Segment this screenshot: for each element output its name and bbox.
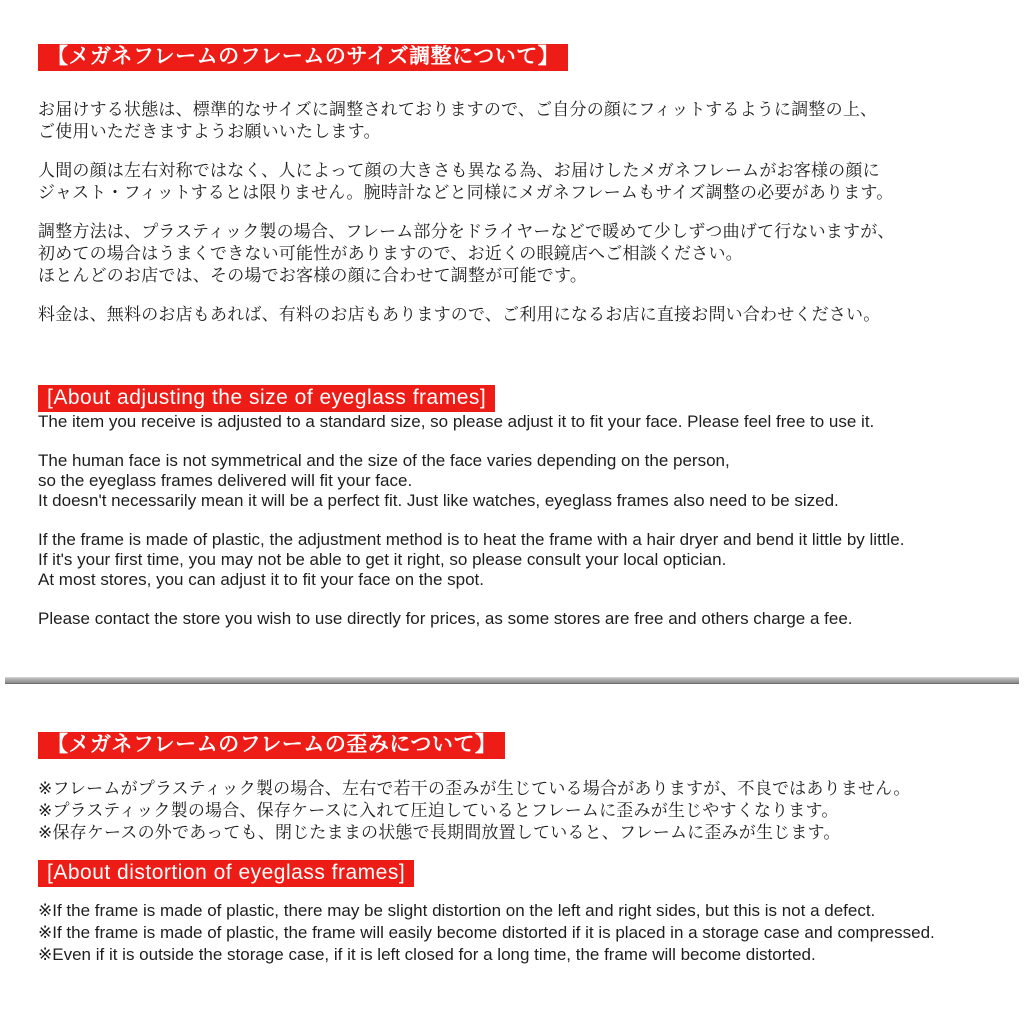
text-line: It doesn't necessarily mean it will be a perfect fit. Just like watches, eyeglass frames also need to be sized.	[38, 491, 839, 510]
text-line: 料金は、無料のお店もあれば、有料のお店もありますので、ご利用になるお店に直接お問い合わせください。	[38, 305, 881, 324]
jp-paragraph	[38, 221, 996, 287]
text-line: Please contact the store you wish to use directly for prices, as some stores are free and others charge a fee.	[38, 609, 853, 628]
note-line: ※If the frame is made of plastic, there may be slight distortion on the left and right sides, but this is not a defect.	[38, 901, 876, 920]
text-line: so the eyeglass frames delivered will fit your face.	[38, 471, 413, 490]
note-line: ※Even if it is outside the storage case, if it is left closed for a long time, the frame will become distorted.	[38, 945, 816, 964]
en-paragraph	[38, 451, 996, 511]
note-line: ※フレームがプラスティック製の場合、左右で若干の歪みが生じている場合がありますが、不良ではありません。	[38, 779, 911, 798]
text-line: 調整方法は、プラスティック製の場合、フレーム部分をドライヤーなどで暖めて少しずつ曲げて行ないますが、	[38, 222, 895, 241]
en-paragraph	[38, 530, 996, 590]
note-line: ※保存ケースの外であっても、閉じたままの状態で長期間放置していると、フレームに歪みが生じます。	[38, 823, 841, 842]
text-line: The human face is not symmetrical and the size of the face varies depending on the person,	[38, 451, 730, 470]
text-line: The item you receive is adjusted to a standard size, so please adjust it to fit your face. Please feel free to use it.	[38, 412, 875, 431]
text-line: ご使用いただきますようお願いいたします。	[38, 122, 381, 141]
en-paragraph	[38, 412, 996, 432]
text-line: 初めての場合はうまくできない可能性がありますので、お近くの眼鏡店へご相談ください。	[38, 244, 743, 263]
section-divider	[5, 677, 1019, 684]
text-line: ジャスト・フィットするとは限りません。腕時計などと同様にメガネフレームもサイズ調整の必要があります。	[38, 183, 894, 202]
text-line: お届けする状態は、標準的なサイズに調整されておりますので、ご自分の顔にフィットするように調整の上、	[38, 100, 878, 119]
size-adjustment-body-en	[38, 412, 996, 629]
jp-paragraph	[38, 160, 996, 204]
text-line: If it's your first time, you may not be able to get it right, so please consult your local optician.	[38, 550, 727, 569]
jp-paragraph	[38, 99, 996, 143]
text-line: If the frame is made of plastic, the adjustment method is to heat the frame with a hair dryer and bend it little by little.	[38, 530, 905, 549]
distortion-heading-jp: 【メガネフレームのフレームの歪みについて】	[38, 732, 505, 759]
text-line: At most stores, you can adjust it to fit your face on the spot.	[38, 570, 485, 589]
distortion-heading-en: [About distortion of eyeglass frames]	[38, 860, 414, 887]
distortion-section	[0, 684, 1024, 966]
note-line: ※If the frame is made of plastic, the frame will easily become distorted if it is placed in a storage case and compressed.	[38, 923, 935, 942]
distortion-notes-jp	[38, 778, 996, 844]
distortion-notes-en	[38, 900, 996, 966]
size-adjustment-heading-jp: 【メガネフレームのフレームのサイズ調整について】	[38, 44, 568, 71]
note-line: ※プラスティック製の場合、保存ケースに入れて圧迫しているとフレームに歪みが生じやすくなります。	[38, 801, 839, 820]
en-paragraph	[38, 609, 996, 629]
text-line: 人間の顔は左右対称ではなく、人によって顔の大きさも異なる為、お届けしたメガネフレームがお客様の顔に	[38, 161, 880, 180]
size-adjustment-heading-en: [About adjusting the size of eyeglass frames]	[38, 385, 495, 412]
text-line: ほとんどのお店では、その場でお客様の顔に合わせて調整が可能です。	[38, 266, 588, 285]
size-adjustment-body-jp	[38, 99, 996, 326]
jp-paragraph	[38, 304, 996, 326]
